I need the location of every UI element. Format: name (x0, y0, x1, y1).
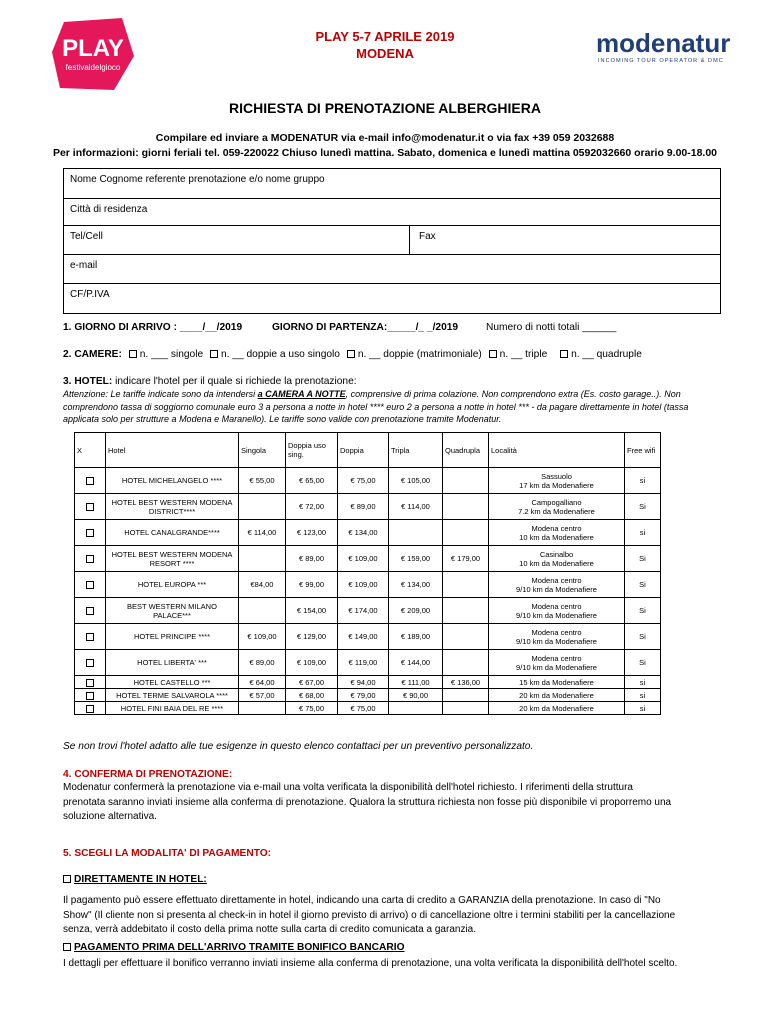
price-tripla (389, 702, 443, 715)
wifi: Si (625, 494, 661, 520)
select-cell (75, 702, 106, 715)
singole-checkbox[interactable] (129, 350, 137, 358)
price-quadrupla (443, 624, 489, 650)
col-dus: Doppia uso sing. (286, 433, 338, 468)
price-quadrupla (443, 520, 489, 546)
table-row (75, 494, 661, 520)
localita-distance: 9/10 km da Modenafiere (516, 610, 597, 620)
localita (489, 598, 625, 624)
price-dus: € 65,00 (286, 468, 338, 494)
wifi: si (625, 702, 661, 715)
hotel-checkbox[interactable] (86, 679, 94, 687)
select-cell (75, 468, 106, 494)
price-tripla: € 159,00 (389, 546, 443, 572)
price-doppia: € 134,00 (338, 520, 389, 546)
payment-option-bonifico[interactable]: PAGAMENTO PRIMA DELL'ARRIVO TRAMITE BONIFICO BANCARIO (63, 942, 405, 953)
price-tripla (389, 520, 443, 546)
no-hotel-note: Se non trovi l'hotel adatto alle tue esigenze in questo elenco contattaci per un preventivo personalizzato. (63, 741, 534, 752)
price-singola (239, 702, 286, 715)
price-dus: € 109,00 (286, 650, 338, 676)
hotel-name: HOTEL BEST WESTERN MODENA DISTRICT**** (106, 494, 239, 520)
price-doppia: € 75,00 (338, 468, 389, 494)
localita-distance: 17 km da Modenafiere (519, 480, 594, 490)
price-doppia: € 174,00 (338, 598, 389, 624)
price-singola: € 109,00 (239, 624, 286, 650)
hotel-checkbox[interactable] (86, 633, 94, 641)
price-singola: €84,00 (239, 572, 286, 598)
payment-bonifico-checkbox[interactable] (63, 943, 71, 951)
localita-distance: 7.2 km da Modenafiere (518, 506, 595, 516)
price-doppia: € 79,00 (338, 689, 389, 702)
triple-checkbox[interactable] (489, 350, 497, 358)
table-row (75, 676, 661, 689)
contact-form (63, 168, 721, 314)
price-singola: € 114,00 (239, 520, 286, 546)
price-quadrupla (443, 572, 489, 598)
localita (489, 676, 625, 689)
localita-place: 15 km da Modenafiere (519, 677, 594, 687)
wifi: Si (625, 598, 661, 624)
col-wifi: Free wifi (625, 433, 661, 468)
price-tripla: € 189,00 (389, 624, 443, 650)
hotel-table (74, 432, 661, 715)
price-quadrupla (443, 494, 489, 520)
price-tripla: € 134,00 (389, 572, 443, 598)
price-doppia: € 109,00 (338, 546, 389, 572)
wifi: si (625, 689, 661, 702)
table-row (75, 598, 661, 624)
hotel-section-heading: 3. HOTEL: indicare l'hotel per il quale si richiede la prenotazione: (63, 376, 357, 387)
localita (489, 494, 625, 520)
price-singola (239, 598, 286, 624)
col-tripla: Tripla (389, 433, 443, 468)
departure-date[interactable]: GIORNO DI PARTENZA:_____/_ _/2019 (272, 322, 459, 333)
hotel-checkbox[interactable] (86, 692, 94, 700)
rooms-row: 2. CAMERE: n. ___ singole n. __ doppie a uso singolo n. __ doppie (matrimoniale) n. __ triple n. __ quadruple (63, 349, 642, 360)
arrival-date[interactable]: 1. GIORNO DI ARRIVO : ____/__/2019 (63, 322, 243, 333)
price-dus: € 154,00 (286, 598, 338, 624)
localita (489, 689, 625, 702)
hotel-name: HOTEL LIBERTA' *** (106, 650, 239, 676)
hotel-name: HOTEL CASTELLO *** (106, 676, 239, 689)
price-quadrupla: € 136,00 (443, 676, 489, 689)
price-dus: € 129,00 (286, 624, 338, 650)
select-cell (75, 546, 106, 572)
price-dus: € 99,00 (286, 572, 338, 598)
localita-distance: 9/10 km da Modenafiere (516, 636, 597, 646)
col-x: X (75, 433, 106, 468)
price-dus: € 89,00 (286, 546, 338, 572)
table-row (75, 468, 661, 494)
payment-bonifico-text: I dettagli per effettuare il bonifico verranno inviati insieme alla conferma di prenotazione, una volta verificata la disponibilità dell'hotel scelto. (63, 958, 678, 969)
localita-place: Modena centro (531, 627, 582, 637)
table-header (75, 433, 661, 468)
play-logo (50, 16, 136, 94)
localita-place: Modena centro (531, 653, 582, 663)
section4-body: Modenatur confermerà la prenotazione via e-mail una volta verificata la disponibilità dell'hotel richiesto. I riferimenti della struttura prenotata saranno inviati insieme alla conferma di prenotazione. Qualora la struttura richiesta non fosse più disponibile vi proporremo una soluzione alternativa. (63, 782, 672, 822)
col-singola: Singola (239, 433, 286, 468)
tariff-note: Attenzione: Le tariffe indicate sono da intendersi a CAMERA A NOTTE, comprensive di prima colazione. Non comprendono extra (Es. costo garage..). Non comprendono tassa di soggiorno comunale euro 3 a persona a notte in hotel **** euro 2 a persona a notte in hotel *** - da pagare direttamente in hotel (tassa applicata solo per strutture a Modena e Maranello). Le tariffe sono valide con prenotazione tramite Modenatur. (63, 389, 689, 424)
localita (489, 650, 625, 676)
wifi: Si (625, 572, 661, 598)
hotel-name: HOTEL CANALGRANDE**** (106, 520, 239, 546)
price-dus: € 67,00 (286, 676, 338, 689)
section4-title: 4. CONFERMA DI PRENOTAZIONE: (63, 769, 233, 780)
price-quadrupla (443, 650, 489, 676)
table-row (75, 572, 661, 598)
hotel-name: HOTEL TERME SALVAROLA **** (106, 689, 239, 702)
price-doppia: € 109,00 (338, 572, 389, 598)
price-tripla: € 144,00 (389, 650, 443, 676)
select-cell (75, 494, 106, 520)
price-singola: € 89,00 (239, 650, 286, 676)
quadruple-checkbox[interactable] (560, 350, 568, 358)
localita-distance: 10 km da Modenafiere (519, 532, 594, 542)
table-row (75, 546, 661, 572)
table-row (75, 650, 661, 676)
wifi: si (625, 676, 661, 689)
price-quadrupla: € 179,00 (443, 546, 489, 572)
hotel-checkbox[interactable] (86, 529, 94, 537)
price-tripla: € 114,00 (389, 494, 443, 520)
email-field[interactable]: e-mail (64, 255, 720, 284)
localita-place: Campogalliano (531, 497, 582, 507)
select-cell (75, 624, 106, 650)
localita (489, 624, 625, 650)
page-title: RICHIESTA DI PRENOTAZIONE ALBERGHIERA (229, 100, 541, 116)
table-row (75, 689, 661, 702)
select-cell (75, 598, 106, 624)
price-singola (239, 494, 286, 520)
section5-title: 5. SCEGLI LA MODALITA' DI PAGAMENTO: (63, 848, 272, 859)
nights-count[interactable]: Numero di notti totali ______ (486, 322, 617, 333)
intro-line-2: Per informazioni: giorni feriali tel. 059-220022 Chiuso lunedì mattina. Sabato, domenica e lunedì mattina 0592032660 orario 9.00-18.00 (52, 147, 718, 159)
select-cell (75, 520, 106, 546)
hotel-checkbox[interactable] (86, 581, 94, 589)
event-title: PLAY 5-7 APRILE 2019 (315, 29, 455, 44)
price-quadrupla (443, 468, 489, 494)
price-doppia: € 89,00 (338, 494, 389, 520)
price-doppia: € 119,00 (338, 650, 389, 676)
hotel-name: HOTEL FINI BAIA DEL RE **** (106, 702, 239, 715)
hotel-name: HOTEL BEST WESTERN MODENA RESORT **** (106, 546, 239, 572)
doppie-checkbox[interactable] (347, 350, 355, 358)
price-dus: € 68,00 (286, 689, 338, 702)
tel-field[interactable]: Tel/Cell (70, 231, 103, 242)
hotel-checkbox[interactable] (86, 477, 94, 485)
localita (489, 572, 625, 598)
hotel-name: HOTEL EUROPA *** (106, 572, 239, 598)
hotel-checkbox[interactable] (86, 659, 94, 667)
wifi: si (625, 468, 661, 494)
localita-place: Modena centro (531, 523, 582, 533)
hotel-checkbox[interactable] (86, 503, 94, 511)
table-row (75, 520, 661, 546)
modenatur-logo-text: modenatur (596, 30, 731, 58)
price-quadrupla (443, 598, 489, 624)
wifi: Si (625, 546, 661, 572)
table-row (75, 624, 661, 650)
modenatur-logo-subtext: INCOMING TOUR OPERATOR & DMC (598, 58, 724, 64)
price-singola: € 55,00 (239, 468, 286, 494)
wifi: si (625, 520, 661, 546)
col-doppia: Doppia (338, 433, 389, 468)
cf-field[interactable]: CF/P.IVA (70, 289, 110, 300)
play-logo-text: PLAY (62, 35, 124, 62)
intro-line-1: Compilare ed inviare a MODENATUR via e-mail info@modenatur.it o via fax +39 059 2032688 (155, 132, 615, 144)
localita-distance: 9/10 km da Modenafiere (516, 584, 597, 594)
wifi: Si (625, 624, 661, 650)
price-tripla: € 90,00 (389, 689, 443, 702)
localita (489, 468, 625, 494)
price-singola: € 64,00 (239, 676, 286, 689)
localita-place: 20 km da Modenafiere (519, 690, 594, 700)
localita-place: Sassuolo (541, 471, 572, 481)
select-cell (75, 689, 106, 702)
localita-place: Casinalbo (539, 549, 574, 559)
price-tripla: € 105,00 (389, 468, 443, 494)
fax-field[interactable]: Fax (419, 231, 436, 242)
localita (489, 702, 625, 715)
hotel-name: HOTEL MICHELANGELO **** (106, 468, 239, 494)
localita (489, 546, 625, 572)
payment-option-hotel[interactable]: DIRETTAMENTE IN HOTEL: (63, 874, 207, 885)
localita-distance: 10 km da Modenafiere (519, 558, 594, 568)
price-doppia: € 94,00 (338, 676, 389, 689)
table-row (75, 702, 661, 715)
modenatur-logo (596, 30, 750, 66)
localita-place: Modena centro (531, 575, 582, 585)
price-quadrupla (443, 702, 489, 715)
rooms-label: 2. CAMERE: (63, 349, 122, 360)
price-doppia: € 75,00 (338, 702, 389, 715)
hotel-checkbox[interactable] (86, 607, 94, 615)
tel-row (64, 226, 720, 255)
price-dus: € 72,00 (286, 494, 338, 520)
select-cell (75, 572, 106, 598)
col-localita: Località (489, 433, 625, 468)
select-cell (75, 650, 106, 676)
city-field[interactable]: Città di residenza (64, 199, 720, 226)
hotel-name: BEST WESTERN MILANO PALACE*** (106, 598, 239, 624)
price-quadrupla (443, 689, 489, 702)
play-logo-subtext: festivaldelgioco (65, 63, 121, 72)
hotel-checkbox[interactable] (86, 705, 94, 713)
price-doppia: € 149,00 (338, 624, 389, 650)
name-field[interactable]: Nome Cognome referente prenotazione e/o nome gruppo (64, 169, 720, 199)
localita-place: 20 km da Modenafiere (519, 703, 594, 713)
price-singola (239, 546, 286, 572)
dus-checkbox[interactable] (210, 350, 218, 358)
price-dus: € 123,00 (286, 520, 338, 546)
col-quadrupla: Quadrupla (443, 433, 489, 468)
payment-hotel-text: Il pagamento può essere effettuato direttamente in hotel, indicando una carta di credito a GARANZIA della prenotazione. In caso di "No Show" (Il cliente non si presenta al check-in in hotel il giorno previsto di arrivo) o di cancellazione oltre i termini stabiliti per la cancellazione senza, verrà addebitato il costo della prima notte sulla carta di credito comunicata a garanzia. (63, 895, 676, 935)
select-cell (75, 676, 106, 689)
localita (489, 520, 625, 546)
price-tripla: € 111,00 (389, 676, 443, 689)
price-tripla: € 209,00 (389, 598, 443, 624)
price-singola: € 57,00 (239, 689, 286, 702)
price-dus: € 75,00 (286, 702, 338, 715)
wifi: Si (625, 650, 661, 676)
localita-distance: 9/10 km da Modenafiere (516, 662, 597, 672)
col-hotel: Hotel (106, 433, 239, 468)
localita-place: Modena centro (531, 601, 582, 611)
payment-hotel-checkbox[interactable] (63, 875, 71, 883)
hotel-checkbox[interactable] (86, 555, 94, 563)
hotel-name: HOTEL PRINCIPE **** (106, 624, 239, 650)
event-city: MODENA (356, 46, 414, 61)
